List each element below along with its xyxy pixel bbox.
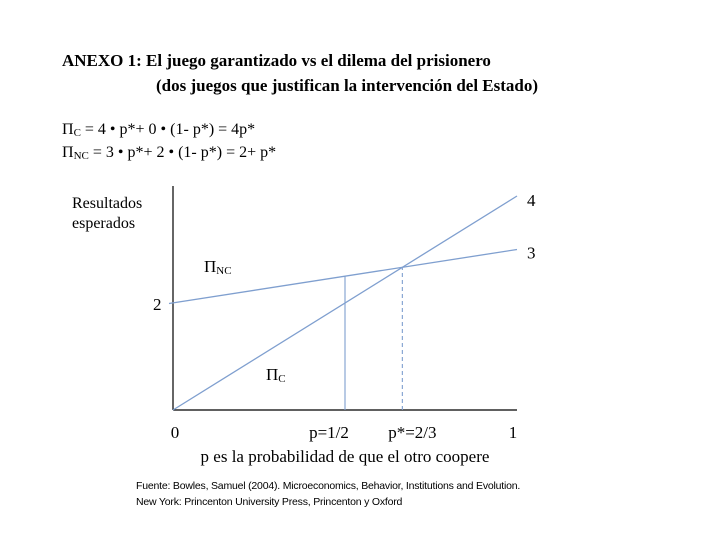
- x-tick-label-1: 0: [170, 423, 180, 442]
- x-tick-label-3: p*=2/3: [388, 423, 437, 442]
- value-label-2: 2: [153, 295, 162, 314]
- value-label-3: 3: [527, 243, 536, 263]
- value-label-4: 4: [527, 191, 536, 210]
- x-axis-label: p es la probabilidad de que el otro coopere: [200, 447, 490, 466]
- y-axis-label: Resultados esperados: [72, 195, 143, 232]
- title-line-1: ANEXO 1: El juego garantizado vs el dilema del prisionero: [62, 51, 491, 70]
- series-label-pi-nc: ΠNC: [204, 257, 232, 277]
- source-line-1: Fuente: Bowles, Samuel (2004). Microeconomics, Behavior, Institutions and Evolution.: [136, 480, 521, 492]
- x-tick-label-4: 1: [508, 423, 518, 442]
- equation-rhs: = 4 • p*+ 0 • (1- p*) = 4p*: [80, 121, 256, 138]
- series-label-pi-c: ΠC: [266, 365, 286, 385]
- source-note: [136, 478, 520, 510]
- equation-symbol: Π: [62, 121, 74, 138]
- x-tick-label-2: p=1/2: [309, 423, 349, 442]
- equation-subscript: NC: [73, 150, 89, 162]
- equation-symbol: Π: [62, 144, 74, 161]
- equation-subscript: C: [73, 127, 81, 139]
- title-line-2: (dos juegos que justifican la intervención del Estado): [156, 76, 539, 95]
- equation-rhs: = 3 • p*+ 2 • (1- p*) = 2+ p*: [88, 144, 277, 161]
- source-line-2: New York: Princenton University Press, Princenton y Oxford: [136, 496, 403, 508]
